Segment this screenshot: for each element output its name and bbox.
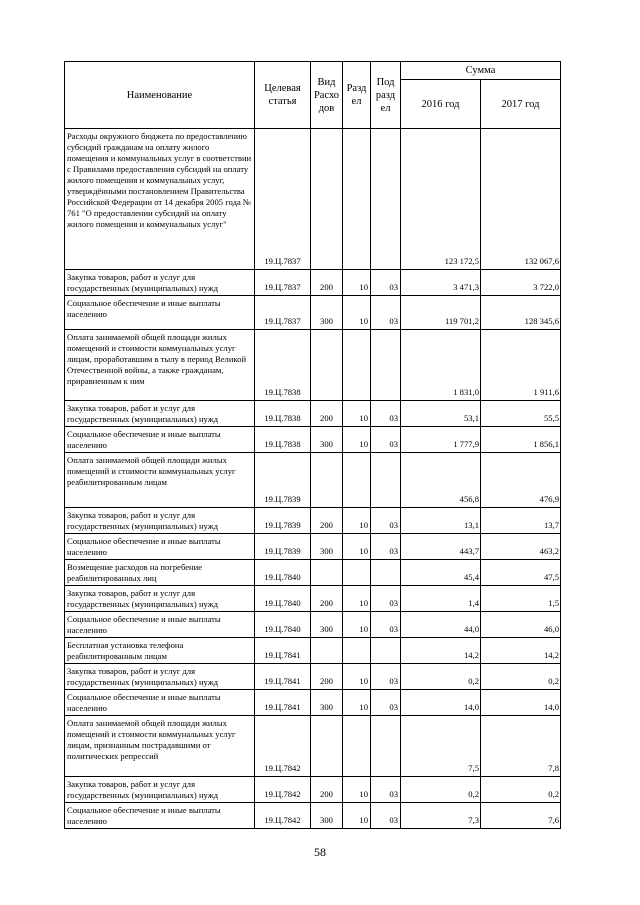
row-subsection: 03 [371, 777, 401, 803]
row-kind: 200 [311, 270, 343, 296]
row-name: Расходы окружного бюджета по предоставлению субсидий гражданам на оплату жилого помещения и коммунальных услуг в соответствии с Правилами предоставления субсидий на оплату жилого помещения и коммунальных услуг, утверждёнными постановлением Правительства Российской Федерации от 14 декабря 2005 года № 761 "О предоставлении субсидий на оплату жилого помещения и коммунальных услуг" [65, 129, 255, 270]
row-subsection [371, 560, 401, 586]
row-name: Закупка товаров, работ и услуг для государственных (муниципальных) нужд [65, 270, 255, 296]
row-subsection: 03 [371, 803, 401, 829]
row-name: Оплата занимаемой общей площади жилых помещений и стоимости коммунальных услуг лицам, признанным пострадавшими от политических репрессий [65, 716, 255, 777]
row-name: Закупка товаров, работ и услуг для государственных (муниципальных) нужд [65, 777, 255, 803]
row-sum-2016: 443,7 [401, 534, 481, 560]
row-name: Оплата занимаемой общей площади жилых помещений и стоимости коммунальных услуг лицам, проработавшим в тылу в период Великой Отечественной войны, а также гражданам, приравненным к ним [65, 330, 255, 401]
row-sum-2017: 476,9 [481, 453, 561, 508]
row-target: 19.Ц.7841 [255, 664, 311, 690]
row-target: 19.Ц.7842 [255, 777, 311, 803]
table-row [65, 401, 561, 427]
row-sum-2017: 3 722,0 [481, 270, 561, 296]
row-target: 19.Ц.7841 [255, 690, 311, 716]
table-row [65, 716, 561, 777]
row-sum-2016: 1 831,0 [401, 330, 481, 401]
row-kind: 200 [311, 664, 343, 690]
row-sum-2016: 119 701,2 [401, 296, 481, 330]
row-kind: 300 [311, 803, 343, 829]
row-subsection: 03 [371, 612, 401, 638]
table-body [65, 129, 561, 829]
row-sum-2016: 0,2 [401, 777, 481, 803]
row-sum-2016: 7,3 [401, 803, 481, 829]
row-sum-2016: 13,1 [401, 508, 481, 534]
row-kind [311, 129, 343, 270]
table-row [65, 777, 561, 803]
row-section: 10 [343, 401, 371, 427]
row-sum-2017: 0,2 [481, 664, 561, 690]
row-kind [311, 560, 343, 586]
row-kind: 200 [311, 777, 343, 803]
row-kind: 300 [311, 427, 343, 453]
row-sum-2016: 0,2 [401, 664, 481, 690]
row-sum-2017: 1 856,1 [481, 427, 561, 453]
row-name: Социальное обеспечение и иные выплаты населению [65, 803, 255, 829]
row-sum-2017: 1 911,6 [481, 330, 561, 401]
row-section: 10 [343, 296, 371, 330]
row-target: 19.Ц.7837 [255, 270, 311, 296]
row-sum-2017: 0,2 [481, 777, 561, 803]
table-row [65, 803, 561, 829]
budget-table [64, 61, 561, 829]
row-kind: 300 [311, 690, 343, 716]
row-name: Оплата занимаемой общей площади жилых помещений и стоимости коммунальных услуг реабилитированным лицам [65, 453, 255, 508]
row-target: 19.Ц.7841 [255, 638, 311, 664]
row-subsection: 03 [371, 690, 401, 716]
row-section: 10 [343, 612, 371, 638]
row-sum-2016: 45,4 [401, 560, 481, 586]
table-row [65, 330, 561, 401]
row-name: Закупка товаров, работ и услуг для государственных (муниципальных) нужд [65, 508, 255, 534]
table-row [65, 560, 561, 586]
row-section: 10 [343, 664, 371, 690]
row-subsection: 03 [371, 586, 401, 612]
row-target: 19.Ц.7838 [255, 330, 311, 401]
row-kind [311, 453, 343, 508]
table-row [65, 427, 561, 453]
row-name: Социальное обеспечение и иные выплаты населению [65, 612, 255, 638]
row-sum-2016: 1,4 [401, 586, 481, 612]
row-name: Социальное обеспечение и иные выплаты населению [65, 427, 255, 453]
row-sum-2017: 14,2 [481, 638, 561, 664]
header-year-2016: 2016 год [401, 80, 481, 129]
row-sum-2016: 123 172,5 [401, 129, 481, 270]
row-sum-2017: 14,0 [481, 690, 561, 716]
row-target: 19.Ц.7842 [255, 716, 311, 777]
row-sum-2016: 456,8 [401, 453, 481, 508]
row-subsection [371, 638, 401, 664]
row-sum-2017: 1,5 [481, 586, 561, 612]
row-subsection: 03 [371, 664, 401, 690]
row-subsection: 03 [371, 534, 401, 560]
row-target: 19.Ц.7839 [255, 534, 311, 560]
budget-sheet [64, 61, 560, 829]
row-sum-2017: 13,7 [481, 508, 561, 534]
table-row [65, 508, 561, 534]
row-sum-2017: 7,8 [481, 716, 561, 777]
row-target: 19.Ц.7838 [255, 427, 311, 453]
row-kind: 200 [311, 586, 343, 612]
table-row [65, 638, 561, 664]
row-target: 19.Ц.7837 [255, 129, 311, 270]
row-subsection: 03 [371, 270, 401, 296]
header-target: Целевая статья [255, 62, 311, 129]
row-kind: 300 [311, 612, 343, 638]
row-section: 10 [343, 777, 371, 803]
row-sum-2016: 7,5 [401, 716, 481, 777]
header-name: Наименование [65, 62, 255, 129]
row-name: Закупка товаров, работ и услуг для государственных (муниципальных) нужд [65, 401, 255, 427]
row-subsection [371, 330, 401, 401]
row-section [343, 716, 371, 777]
row-section: 10 [343, 508, 371, 534]
row-kind: 200 [311, 401, 343, 427]
row-name: Социальное обеспечение и иные выплаты населению [65, 690, 255, 716]
row-subsection [371, 453, 401, 508]
row-target: 19.Ц.7840 [255, 560, 311, 586]
row-subsection [371, 716, 401, 777]
row-name: Бесплатная установка телефона реабилитированным лицам [65, 638, 255, 664]
row-section: 10 [343, 427, 371, 453]
row-subsection: 03 [371, 296, 401, 330]
header-year-2017: 2017 год [481, 80, 561, 129]
row-section [343, 330, 371, 401]
row-section [343, 638, 371, 664]
table-row [65, 690, 561, 716]
table-row [65, 534, 561, 560]
row-section [343, 129, 371, 270]
row-name: Социальное обеспечение и иные выплаты населению [65, 296, 255, 330]
row-subsection: 03 [371, 427, 401, 453]
header-kind: Вид Расхо дов [311, 62, 343, 129]
header-sum: Сумма [401, 62, 561, 80]
row-name: Закупка товаров, работ и услуг для государственных (муниципальных) нужд [65, 586, 255, 612]
row-section: 10 [343, 534, 371, 560]
row-target: 19.Ц.7840 [255, 586, 311, 612]
row-subsection [371, 129, 401, 270]
row-sum-2016: 44,0 [401, 612, 481, 638]
row-sum-2017: 47,5 [481, 560, 561, 586]
table-row [65, 129, 561, 270]
row-section [343, 560, 371, 586]
table-row [65, 612, 561, 638]
row-sum-2017: 132 067,6 [481, 129, 561, 270]
row-subsection: 03 [371, 508, 401, 534]
row-kind [311, 330, 343, 401]
row-section: 10 [343, 270, 371, 296]
row-target: 19.Ц.7842 [255, 803, 311, 829]
row-section: 10 [343, 803, 371, 829]
row-target: 19.Ц.7839 [255, 453, 311, 508]
row-kind [311, 638, 343, 664]
row-target: 19.Ц.7839 [255, 508, 311, 534]
row-sum-2016: 53,1 [401, 401, 481, 427]
row-sum-2016: 3 471,3 [401, 270, 481, 296]
row-sum-2016: 14,2 [401, 638, 481, 664]
row-kind: 300 [311, 534, 343, 560]
table-row [65, 453, 561, 508]
row-sum-2017: 55,5 [481, 401, 561, 427]
row-section [343, 453, 371, 508]
row-sum-2016: 1 777,9 [401, 427, 481, 453]
row-target: 19.Ц.7838 [255, 401, 311, 427]
table-row [65, 586, 561, 612]
row-sum-2017: 463,2 [481, 534, 561, 560]
table-row [65, 296, 561, 330]
table-row [65, 270, 561, 296]
row-name: Социальное обеспечение и иные выплаты населению [65, 534, 255, 560]
header-subsection: Под разд ел [371, 62, 401, 129]
row-kind: 300 [311, 296, 343, 330]
row-sum-2017: 128 345,6 [481, 296, 561, 330]
row-sum-2017: 7,6 [481, 803, 561, 829]
row-sum-2016: 14,0 [401, 690, 481, 716]
row-target: 19.Ц.7840 [255, 612, 311, 638]
row-subsection: 03 [371, 401, 401, 427]
row-name: Возмещение расходов на погребение реабилитированных лиц [65, 560, 255, 586]
header-section: Разд ел [343, 62, 371, 129]
page-number: 58 [314, 845, 326, 859]
table-row [65, 664, 561, 690]
row-kind: 200 [311, 508, 343, 534]
row-target: 19.Ц.7837 [255, 296, 311, 330]
row-kind [311, 716, 343, 777]
row-section: 10 [343, 586, 371, 612]
row-sum-2017: 46,0 [481, 612, 561, 638]
row-name: Закупка товаров, работ и услуг для государственных (муниципальных) нужд [65, 664, 255, 690]
row-section: 10 [343, 690, 371, 716]
